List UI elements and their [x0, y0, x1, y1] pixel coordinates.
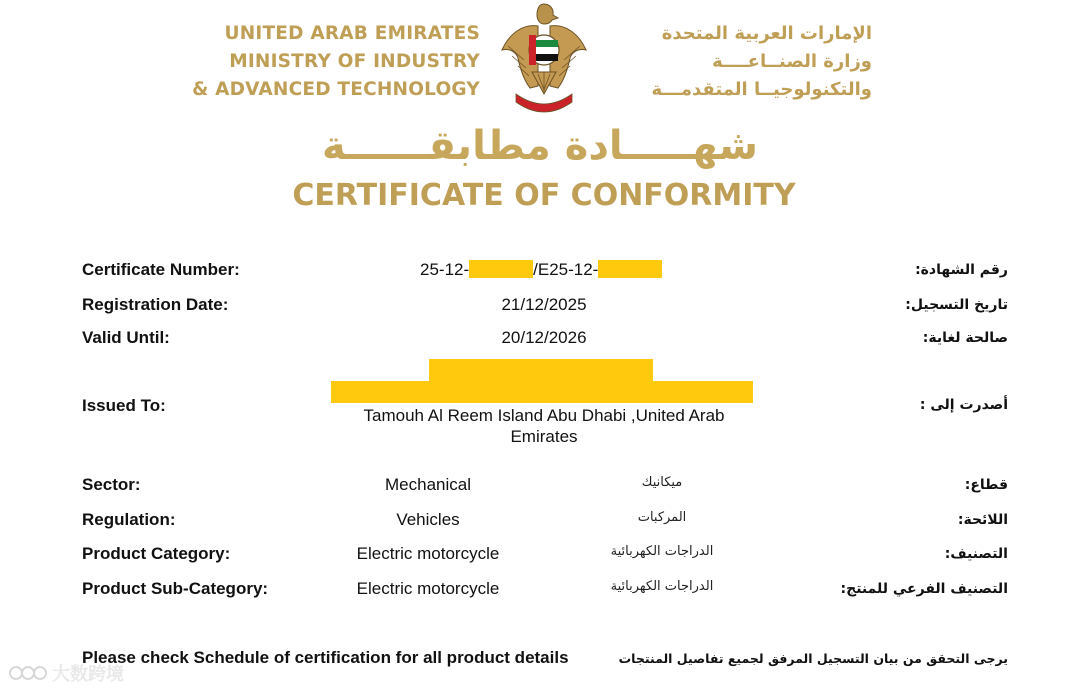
- redaction-block: [598, 260, 662, 278]
- regulation-value-en: Vehicles: [396, 510, 460, 529]
- certificate-number-prefix: 25-12-: [420, 260, 470, 279]
- certificate-number-mid: /E25-12-: [533, 260, 599, 279]
- header-arabic: [612, 20, 872, 104]
- uae-emblem: [498, 2, 590, 114]
- certificate-number-label: Certificate Number:: [82, 260, 240, 279]
- sector-value-ar: ميكانيك: [641, 475, 683, 490]
- title-arabic: شهـــــادة مطابقــــــة: [321, 123, 759, 169]
- valid-until-label: Valid Until:: [82, 328, 170, 347]
- registration-date-value: 21/12/2025: [501, 295, 587, 314]
- certificate-number-value: [420, 259, 662, 281]
- redaction-block: [469, 260, 533, 278]
- watermark: [8, 660, 124, 686]
- watermark-logo-icon: [8, 662, 48, 684]
- schedule-note-en: Please check Schedule of certification for all product details: [82, 648, 569, 667]
- issued-to-address-line-2: Emirates: [510, 427, 578, 446]
- certificate-number-label-ar: رقم الشهادة:: [915, 262, 1008, 278]
- sector-label: Sector:: [82, 475, 141, 494]
- issued-to-address-line-1: Tamouh Al Reem Island Abu Dhabi ,United Arab: [363, 406, 725, 425]
- falcon-emblem-icon: [498, 2, 590, 114]
- valid-until-label-ar: صالحة لغاية:: [922, 330, 1008, 346]
- header-english: [180, 20, 480, 104]
- sector-label-ar: قطاع:: [964, 477, 1008, 493]
- header-en-line-3: & ADVANCED TECHNOLOGY: [192, 79, 480, 100]
- header-en-line-1: UNITED ARAB EMIRATES: [224, 23, 480, 44]
- product-sub-category-value-en: Electric motorcycle: [356, 579, 500, 598]
- regulation-label: Regulation:: [82, 510, 176, 529]
- sector-value-en: Mechanical: [385, 475, 471, 494]
- regulation-label-ar: اللائحة:: [957, 512, 1008, 528]
- product-category-value-ar: الدراجات الكهربائية: [610, 544, 714, 559]
- header-en-line-2: MINISTRY OF INDUSTRY: [229, 51, 480, 72]
- title-english: CERTIFICATE OF CONFORMITY: [292, 178, 796, 213]
- redaction-block: [429, 359, 653, 383]
- issued-to-label: Issued To:: [82, 396, 166, 415]
- product-category-label: Product Category:: [82, 544, 231, 563]
- header-ar-line-2: وزارة الصنــاعــــة: [712, 51, 872, 72]
- redaction-block: [331, 381, 753, 403]
- product-category-value-en: Electric motorcycle: [356, 544, 500, 563]
- issued-to-label-ar: أصدرت إلى :: [919, 397, 1008, 413]
- product-sub-category-value-ar: الدراجات الكهربائية: [610, 579, 714, 594]
- registration-date-label-ar: تاريخ التسجيل:: [905, 297, 1008, 313]
- product-category-label-ar: التصنيف:: [944, 546, 1008, 562]
- regulation-value-ar: المركبات: [637, 510, 687, 525]
- header-ar-line-3: والتكنولوجيــا المتقدمـــة: [651, 79, 872, 100]
- valid-until-value: 20/12/2026: [501, 328, 587, 347]
- issued-to-address: [330, 405, 758, 447]
- header-ar-line-1: الإمارات العربية المتحدة: [661, 23, 872, 44]
- product-sub-category-label-ar: التصنيف الفرعي للمنتج:: [840, 581, 1008, 597]
- registration-date-label: Registration Date:: [82, 295, 229, 314]
- watermark-text: 大数跨境: [52, 664, 124, 684]
- product-sub-category-label: Product Sub-Category:: [82, 579, 269, 598]
- schedule-note-ar: يرجى التحقق من بيان التسجيل المرفق لجميع تفاصيل المنتجات: [618, 651, 1008, 666]
